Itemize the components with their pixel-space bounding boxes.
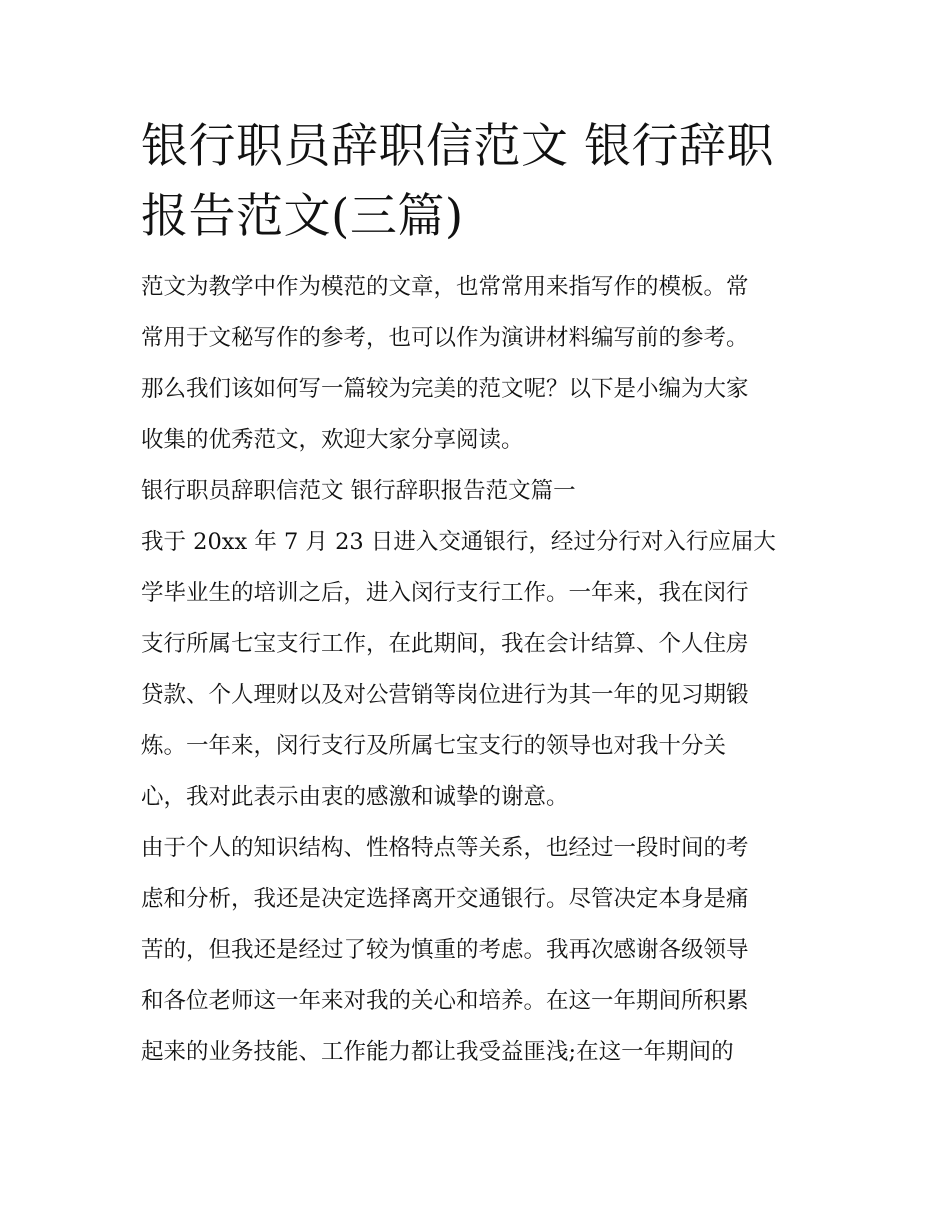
- text-line: 收集的优秀范文，欢迎大家分享阅读。: [141, 427, 524, 453]
- text-line: 贷款、个人理财以及对公营销等岗位进行为其一年的见习期锻: [141, 682, 749, 708]
- document-body: [141, 262, 816, 1078]
- section-heading: 银行职员辞职信范文 银行辞职报告范文篇一: [141, 478, 576, 504]
- intro-paragraph: [141, 262, 816, 466]
- document-title: [141, 112, 816, 252]
- text-line: 我于 20xx 年 7 月 23 日进入交通银行，经过分行对入行应届大: [141, 529, 776, 555]
- text-line: 苦的，但我还是经过了较为慎重的考虑。我再次感谢各级领导: [141, 937, 749, 963]
- text-line: 虑和分析，我还是决定选择离开交通银行。尽管决定本身是痛: [141, 886, 749, 912]
- text-line: 支行所属七宝支行工作，在此期间，我在会计结算、个人住房: [141, 631, 749, 657]
- title-line: 银行职员辞职信范文 银行辞职: [141, 119, 774, 174]
- text-line: 起来的业务技能、工作能力都让我受益匪浅;在这一年期间的: [141, 1039, 734, 1065]
- title-line: 报告范文(三篇): [141, 189, 464, 244]
- document-content: [141, 112, 816, 1078]
- text-line: 常用于文秘写作的参考，也可以作为演讲材料编写前的参考。: [141, 325, 749, 351]
- text-line: 由于个人的知识结构、性格特点等关系，也经过一段时间的考: [141, 835, 749, 861]
- text-line: 学毕业生的培训之后，进入闵行支行工作。一年来，我在闵行: [141, 580, 749, 606]
- text-line: 和各位老师这一年来对我的关心和培养。在这一年期间所积累: [141, 988, 749, 1014]
- body-paragraph-2: [141, 823, 816, 1078]
- text-line: 那么我们该如何写一篇较为完美的范文呢？以下是小编为大家: [141, 376, 749, 402]
- text-line: 范文为教学中作为模范的文章，也常常用来指写作的模板。常: [141, 274, 749, 300]
- body-paragraph-1: [141, 517, 816, 823]
- text-line: 炼。一年来，闵行支行及所属七宝支行的领导也对我十分关: [141, 733, 727, 759]
- text-line: 心，我对此表示由衷的感激和诚挚的谢意。: [141, 784, 569, 810]
